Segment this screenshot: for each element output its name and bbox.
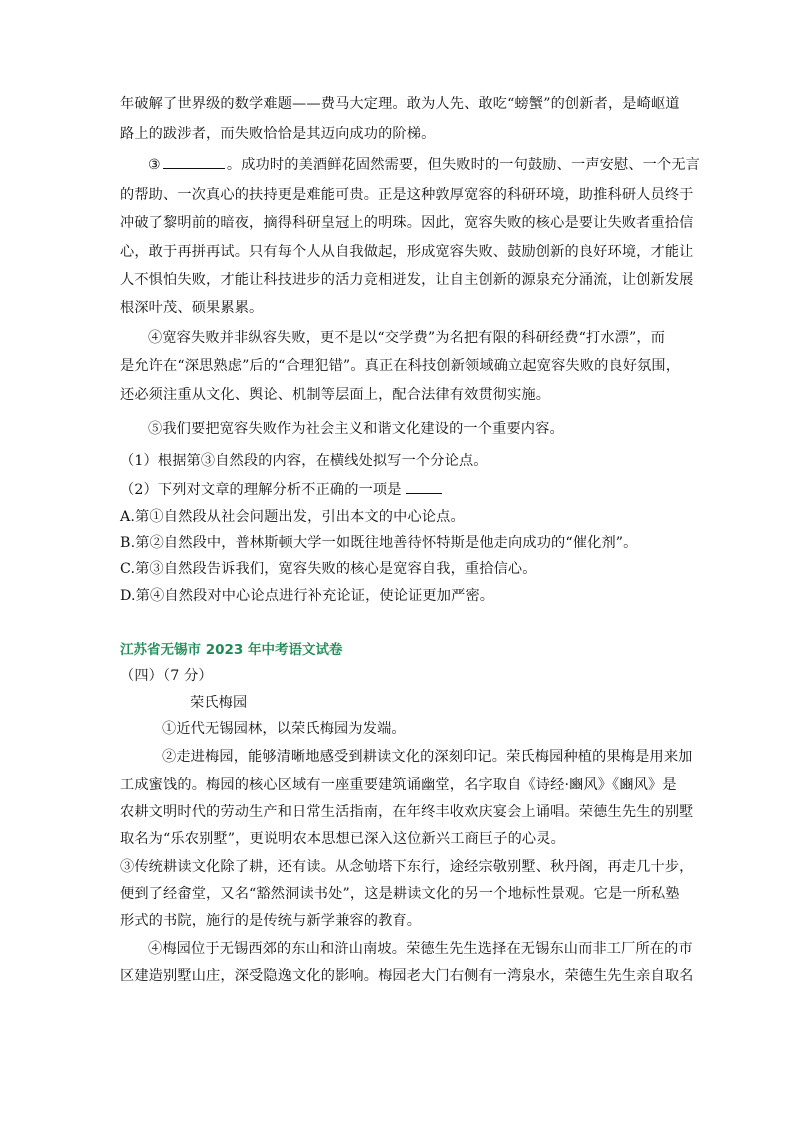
- answer-blank[interactable]: [406, 479, 442, 494]
- passage-line: 根深叶茂、硕果累累。: [120, 300, 264, 316]
- option-b: B.第②自然段中，普林斯顿大学一如既往地善待怀特斯是他走向成功的“催化剂”。: [120, 535, 638, 551]
- article-line: 区建造别墅山庄，深受隐逸文化的影响。梅园老大门右侧有一湾泉水，荣德生先生亲自取名: [120, 968, 694, 984]
- question-2-text: （2）下列对文章的理解分析不正确的一项是: [120, 482, 402, 498]
- passage-line: 人不惧怕失败，才能让科技进步的活力竞相迸发，让自主创新的源泉充分涌流，让创新发展: [120, 272, 694, 288]
- article-line: ②走进梅园，能够清晰地感受到耕读文化的深刻印记。荣氏梅园种植的果梅是用来加: [162, 749, 693, 765]
- passage-line: 的帮助、一次真心的扶持更是难能可贵。正是这种敦厚宽容的科研环境，助推科研人员终于: [120, 187, 694, 203]
- passage-line: ⑤我们要把宽容失败作为社会主义和谐文化建设的一个重要内容。: [148, 421, 564, 437]
- passage-line: 年破解了世界级的数学难题——费马大定理。敢为人先、敢吃“螃蟹”的创新者，是崎岖道: [120, 96, 680, 112]
- option-d: D.第④自然段对中心论点进行补充论证，使论证更加严密。: [120, 588, 495, 604]
- option-c: C.第③自然段告诉我们，宽容失败的核心是宽容自我，重拾信心。: [120, 561, 537, 577]
- question-2: [120, 479, 442, 500]
- option-a: A.第①自然段从社会问题出发，引出本文的中心论点。: [120, 509, 465, 525]
- article-line: ③传统耕读文化除了耕，还有读。从念劬塔下东行，途经宗敬别墅、秋丹阁，再走几十步，: [120, 859, 694, 875]
- part-label: （四）（7 分）: [120, 668, 213, 684]
- article-title: 荣氏梅园: [190, 695, 248, 711]
- paragraph-3-first-line: [148, 154, 700, 175]
- question-1: （1）根据第③自然段的内容，在横线处拟写一个分论点。: [120, 453, 488, 469]
- article-line: ①近代无锡园林，以荣氏梅园为发端。: [162, 721, 406, 737]
- passage-text: 。成功时的美酒鲜花固然需要，但失败时的一句鼓励、一声安慰、一个无言: [226, 157, 701, 173]
- article-line: 形式的书院，施行的是传统与新学兼容的教育。: [120, 913, 422, 929]
- passage-line: 是允许在“深思熟虑”后的“合理犯错”。真正在科技创新领域确立起宽容失败的良好氛围，: [120, 358, 681, 374]
- passage-line: 还必须注重从文化、舆论、机制等层面上，配合法律有效贯彻实施。: [120, 387, 551, 403]
- answer-blank[interactable]: [163, 154, 225, 169]
- article-line: 农耕文明时代的劳动生产和日常生活指南，在年终丰收欢庆宴会上诵唱。荣德生先生的别墅: [120, 804, 694, 820]
- passage-line: 心，敢于再拼再试。只有每个人从自我做起，形成宽容失败、鼓励创新的良好环境，才能让: [120, 244, 694, 260]
- article-line: 便到了经畲堂，又名“豁然洞读书处”，这是耕读文化的另一个地标性景观。它是一所私塾: [120, 886, 680, 902]
- article-line: ④梅园位于无锡西郊的东山和浒山南坡。荣德生先生选择在无锡东山而非工厂所在的市: [148, 941, 693, 957]
- passage-line: 路上的跋涉者，而失败恰恰是其迈向成功的阶梯。: [120, 126, 436, 142]
- article-line: 取名为“乐农别墅”，更说明农本思想已深入这位新兴工商巨子的心灵。: [120, 831, 565, 847]
- article-line: 工成蜜饯的。梅园的核心区域有一座重要建筑诵幽堂，名字取自《诗经·豳风》《豳风》是: [120, 777, 677, 793]
- passage-line: 冲破了黎明前的暗夜，摘得科研皇冠上的明珠。因此，宽容失败的核心是要让失败者重拾信: [120, 215, 694, 231]
- paragraph-number: ③: [148, 157, 161, 173]
- passage-line: ④宽容失败并非纵容失败，更不是以“交学费”为名把有限的科研经费“打水漂”，而: [148, 330, 666, 346]
- exam-source-heading: 江苏省无锡市 2023 年中考语文试卷: [120, 642, 343, 658]
